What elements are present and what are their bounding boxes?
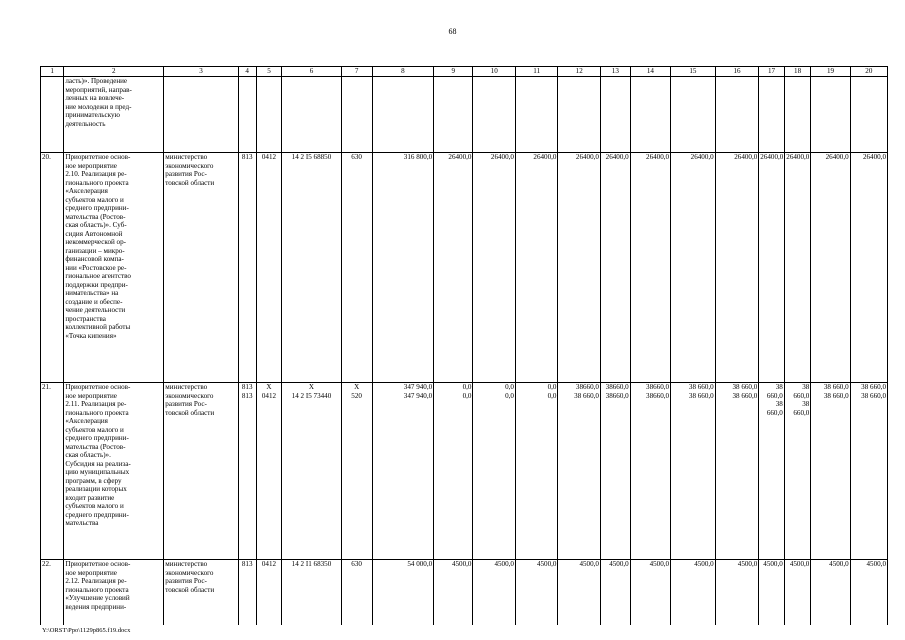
table-cell: 4500,0 [784,560,811,625]
table-cell: 26400,0 [473,153,516,383]
table-cell: 38 660,0 38 660,0 [671,383,716,560]
table-cell: 316 800,0 [372,153,434,383]
table-cell [282,77,342,153]
column-header: 4 [238,67,256,77]
table-cell: 54 000,0 [372,560,434,625]
table-cell: 26400,0 [811,153,850,383]
header-row [41,67,888,77]
table-cell: 4500,0 [473,560,516,625]
table-cell: 347 940,0 347 940,0 [372,383,434,560]
executor-cell: министерство экономического развития Рос- товской области [164,153,238,383]
table-cell: 0,0 0,0 [434,383,473,560]
table-cell: 4500,0 [811,560,850,625]
table-cell: 38660,0 38660,0 [630,383,670,560]
table-cell: 4500,0 [759,560,785,625]
table-cell: 38 660,0 38 660,0 [850,383,887,560]
table-cell: 38 660,0 38 660,0 [784,383,811,560]
table-cell: 813 [238,153,256,383]
column-header: 20 [850,67,887,77]
column-header: 11 [515,67,558,77]
file-path-footer: Y:\ORST\Ppo\1129p865.f19.docx [42,627,131,634]
table-cell: 38660,0 38 660,0 [558,383,601,560]
column-header: 17 [759,67,785,77]
table-cell: 26400,0 [515,153,558,383]
table-cell: 4500,0 [850,560,887,625]
column-header: 18 [784,67,811,77]
table-cell: 4500,0 [630,560,670,625]
table-cell: 38660,0 38660,0 [600,383,630,560]
table-cell [372,77,434,153]
table-cell: 26400,0 [434,153,473,383]
table-cell: 14 2 I5 68850 [282,153,342,383]
column-header: 15 [671,67,716,77]
table-cell: Х 0412 [256,383,282,560]
column-header: 1 [41,67,64,77]
table-cell [238,77,256,153]
table-cell: 4500,0 [558,560,601,625]
table-cell: 26400,0 [558,153,601,383]
table-cell [850,77,887,153]
column-header: 9 [434,67,473,77]
table-cell: 26400,0 [784,153,811,383]
table-cell [630,77,670,153]
table-cell: 14 2 I1 68350 [282,560,342,625]
table-cell [473,77,516,153]
column-header: 8 [372,67,434,77]
table-cell: 26400,0 [759,153,785,383]
table-cell [600,77,630,153]
row-number: 22. [41,560,64,625]
table-cell [811,77,850,153]
row-number: 21. [41,383,64,560]
row-number [41,77,64,153]
column-header: 14 [630,67,670,77]
budget-table [40,66,888,625]
table-cell: 4500,0 [600,560,630,625]
column-header: 6 [282,67,342,77]
column-header: 5 [256,67,282,77]
activity-cell: ласть)». Проведение мероприятий, направ- ленных на вовлече- ние молодежи в пред- принимательскую деятельность [64,77,164,153]
table-cell: 26400,0 [630,153,670,383]
table-cell: 630 [341,560,372,625]
activity-cell: Приоритетное основ- ное мероприятие 2.11. Реализация ре- гионального проекта «Акселерация субъектов малого и среднего предприни- мательства (Ростов- ская область)». Субсидия на реализа- цию муниципальных программ, в сферу реализации которых входит развитие субъектов малого и среднего предприни- мательства [64,383,164,560]
table-cell [759,77,785,153]
table-cell: 26400,0 [671,153,716,383]
table-cell: 0412 [256,560,282,625]
table-cell: 813 [238,560,256,625]
table-cell [515,77,558,153]
table-cell: 0,0 0,0 [515,383,558,560]
column-header: 10 [473,67,516,77]
page-number: 68 [448,27,457,36]
column-header: 12 [558,67,601,77]
table-cell: 38 660,0 38 660,0 [811,383,850,560]
column-header: 3 [164,67,238,77]
table-cell: 813 813 [238,383,256,560]
table-cell: 4500,0 [715,560,759,625]
table-cell: 0,0 0,0 [473,383,516,560]
table-cell [256,77,282,153]
table-cell [434,77,473,153]
table-cell [784,77,811,153]
table-row [41,77,888,153]
table-cell: Х 520 [341,383,372,560]
table-cell: 4500,0 [671,560,716,625]
table-cell: 4500,0 [434,560,473,625]
table-cell [715,77,759,153]
column-header: 2 [64,67,164,77]
table-cell: 4500,0 [515,560,558,625]
table-cell: 26400,0 [715,153,759,383]
executor-cell: министерство экономического развития Рос- товской области [164,560,238,625]
table-cell [671,77,716,153]
table-cell: 630 [341,153,372,383]
column-header: 16 [715,67,759,77]
table-cell: 38 660,0 38 660,0 [715,383,759,560]
activity-cell: Приоритетное основ- ное мероприятие 2.10. Реализация ре- гионального проекта «Акселерация субъектов малого и среднего предприни- мательства (Ростов- ская область)». Суб- сидия Автономной некоммерческой ор- ганизации – микро- финансовой компа- нии «Ростовское ре- гиональное агентство поддержки предпри- нимательства» на создание и обеспе- чение деятельности пространства коллективной работы «Точка кипения» [64,153,164,383]
row-number: 20. [41,153,64,383]
table-cell: Х 14 2 I5 73440 [282,383,342,560]
table-cell: 38 660,0 38 660,0 [759,383,785,560]
table-cell: 26400,0 [600,153,630,383]
column-header: 7 [341,67,372,77]
table-row [41,153,888,383]
executor-cell [164,77,238,153]
table-row [41,383,888,560]
table-row [41,560,888,625]
column-header: 19 [811,67,850,77]
executor-cell: министерство экономического развития Рос- товской области [164,383,238,560]
table-cell [558,77,601,153]
table-cell: 26400,0 [850,153,887,383]
table-cell [341,77,372,153]
activity-cell: Приоритетное основ- ное мероприятие 2.12. Реализация ре- гионального проекта «Улучшение условий ведения предприни- [64,560,164,625]
column-header: 13 [600,67,630,77]
table-cell: 0412 [256,153,282,383]
